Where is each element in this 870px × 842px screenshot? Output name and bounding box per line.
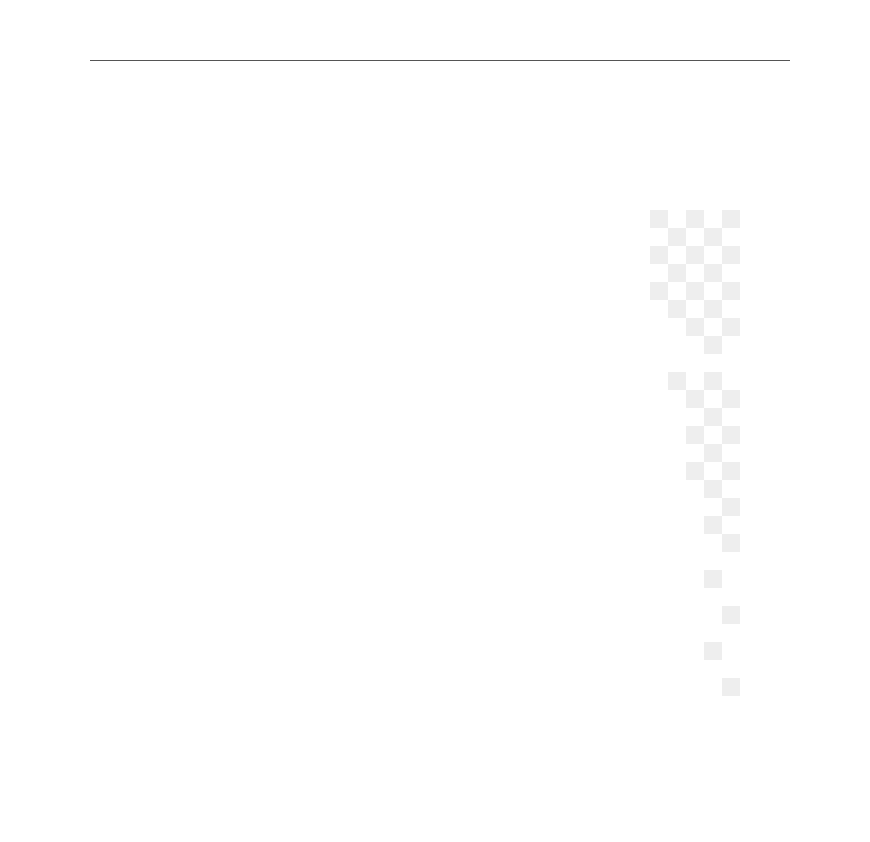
page-header: [90, 40, 790, 61]
